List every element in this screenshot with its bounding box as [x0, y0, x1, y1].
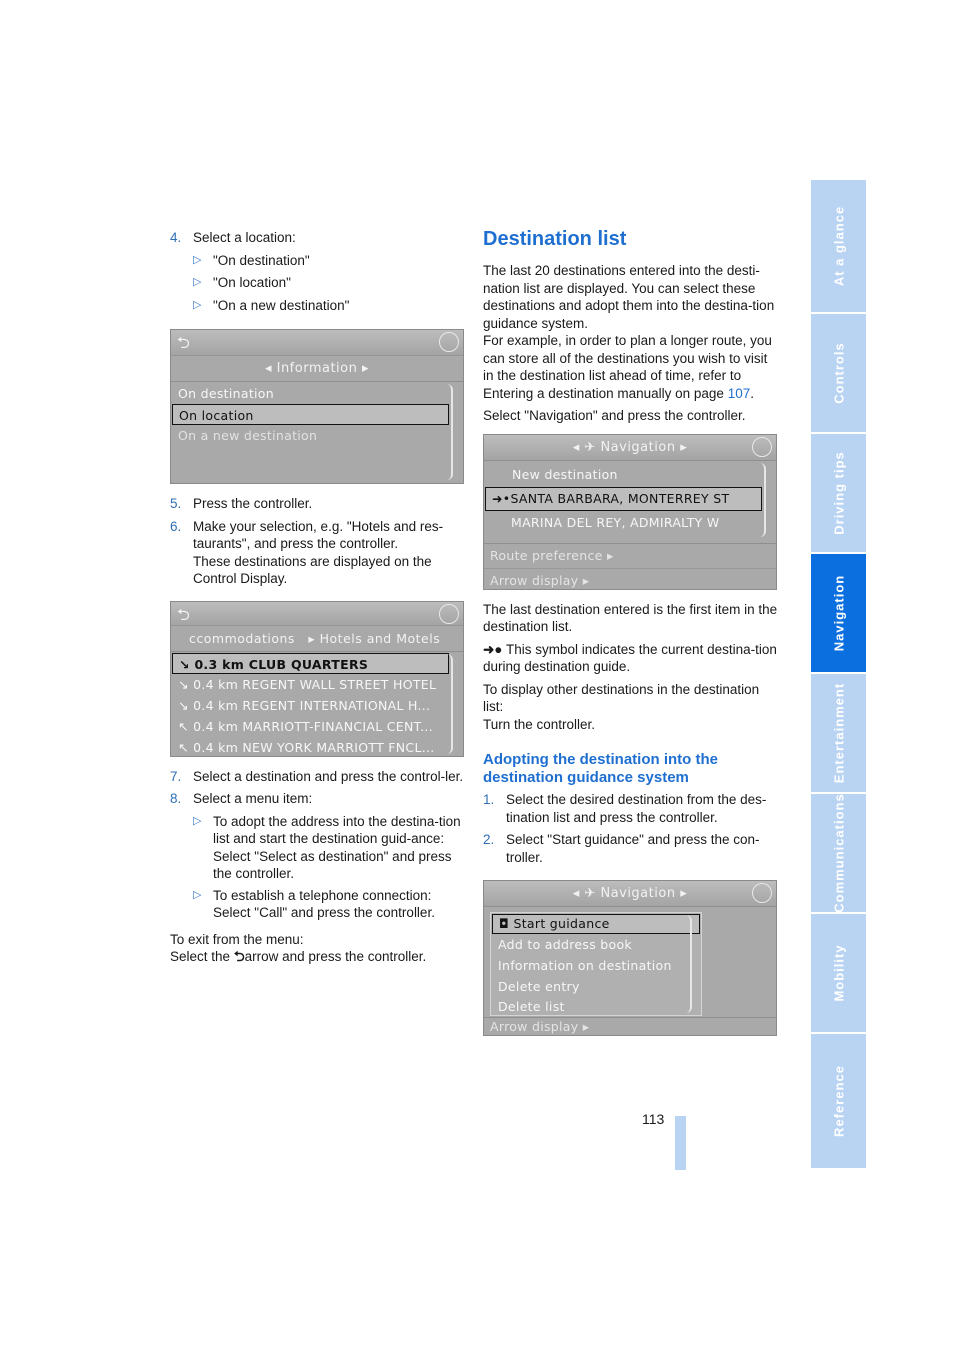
screenshot-navigation-options: [483, 880, 777, 1036]
controller-icon: [752, 437, 772, 457]
menu-item: On a new destination: [178, 428, 318, 443]
menu-item: On destination: [178, 386, 274, 401]
step-number: 4.: [170, 230, 182, 245]
paragraph: To display other destinations in the destination list:: [483, 681, 760, 714]
menu-item: Add to address book: [498, 937, 632, 952]
list-item: MARINA DEL REY, ADMIRALTY W: [511, 514, 720, 530]
exit-instructions-2: Select the ⮌arrow and press the controller.: [170, 949, 427, 964]
triangle-bullet-icon: ▷: [193, 253, 202, 266]
list-item: ↘ 0.4 km REGENT INTERNATIONAL H...: [178, 697, 431, 713]
list-item: ↘ 0.4 km REGENT WALL STREET HOTEL: [178, 676, 437, 692]
checkbox-icon: ◘: [499, 916, 510, 931]
step-text: Select a location:: [193, 230, 296, 245]
triangle-bullet-icon: ▷: [193, 298, 202, 311]
paragraph: ➜● This symbol indicates the current destina-tion during destination guide.: [483, 641, 777, 674]
tab-mobility[interactable]: Mobility: [811, 914, 866, 1034]
menu-item: Arrow display ▸: [484, 568, 776, 590]
menu-item: Delete entry: [498, 979, 580, 994]
bullet-item: ▷ To establish a telephone connection: Select "Call" and press the controller.: [193, 887, 435, 920]
bullet-item: ▷ "On a new destination": [193, 297, 350, 313]
list-item-selected: ↘ 0.3 km CLUB QUARTERS: [172, 653, 449, 674]
paragraph: For example, in order to plan a longer route, you can store all of the destinations you wish to visit in the destination list ahead of time, refer to Entering a destination manually on page 107.: [483, 333, 772, 401]
back-arrow-icon: ⮌: [177, 604, 190, 624]
exit-instructions: To exit from the menu:: [170, 931, 304, 947]
page-number: 113: [642, 1111, 665, 1127]
paragraph: The last destination entered is the first item in the destination list.: [483, 601, 778, 634]
list-item: ↖ 0.4 km MARRIOTT-FINANCIAL CENT...: [178, 718, 433, 734]
bullet-item: ▷ "On location": [193, 275, 291, 290]
tab-at-a-glance[interactable]: At a glance: [811, 180, 866, 314]
triangle-bullet-icon: ▷: [193, 276, 202, 288]
step-1: 1. Select the desired destination from the des-tination list and press the controller.: [483, 792, 767, 825]
bullet-item: ▷ To adopt the address into the destina-tion list and start the destination guid-ance: Select "Select as destination" and press the controller.: [193, 813, 461, 881]
back-arrow-icon: ⮌: [233, 949, 245, 964]
menu-item: Information on destination: [498, 958, 672, 973]
screen-title: ◂ ✈ Navigation ▸: [484, 881, 776, 907]
paragraph: The last 20 destinations entered into the desti-nation list are displayed. You can select these destinations and adopt them into the destina-tion guidance system.: [483, 263, 775, 331]
triangle-bullet-icon: ▷: [193, 814, 202, 827]
tab-controls[interactable]: Controls: [811, 314, 866, 434]
screen-title: ◂ Information ▸: [171, 356, 463, 382]
bullet-item: ▷ "On destination": [193, 252, 310, 268]
controller-icon: [752, 883, 772, 903]
step-4: [170, 229, 464, 247]
triangle-bullet-icon: ▷: [193, 888, 202, 901]
list-item-selected: ➜•SANTA BARBARA, MONTERREY ST: [485, 487, 762, 511]
menu-item: Route preference ▸: [490, 547, 614, 563]
step-7: 7. Select a destination and press the control-ler.: [170, 768, 464, 784]
step-6: 6. Make your selection, e.g. "Hotels and res-taurants", and press the controller. These destinations are displayed on the Control Display.: [170, 518, 444, 586]
chapter-tabs: [811, 180, 866, 1168]
right-column: [483, 227, 779, 1036]
step-2: 2. Select "Start guidance" and press the con-troller.: [483, 832, 760, 865]
tab-reference[interactable]: Reference: [811, 1034, 866, 1168]
tab-driving-tips[interactable]: Driving tips: [811, 434, 866, 554]
tab-entertainment[interactable]: Entertainment: [811, 674, 866, 794]
screenshot-navigation-destination-list: [483, 434, 777, 590]
back-arrow-icon: ⮌: [177, 333, 190, 352]
list-item: ↖ 0.4 km NEW YORK MARRIOTT FNCL...: [178, 739, 435, 755]
page-number-bar: [675, 1116, 686, 1170]
section-heading: Destination list: [483, 228, 627, 250]
menu-item-selected: ◘ Start guidance: [492, 914, 700, 934]
screenshot-hotels-list: [170, 601, 464, 757]
list-item: New destination: [512, 466, 618, 482]
menu-item: Delete list: [498, 999, 565, 1014]
current-destination-icon: ➜•: [492, 490, 511, 506]
screen-title: ◂ ✈ Navigation ▸: [484, 435, 776, 461]
step-8: 8. Select a menu item:: [170, 791, 313, 806]
subheading: Adopting the destination into the destination guidance system: [483, 751, 718, 786]
controller-icon: [439, 332, 459, 352]
menu-item-selected: On location: [172, 404, 449, 425]
breadcrumb: ccommodations ▸ Hotels and Motels: [171, 626, 463, 652]
paragraph: Turn the controller.: [483, 716, 596, 732]
current-destination-icon: ➜●: [483, 641, 503, 657]
menu-item: Arrow display ▸: [484, 1017, 776, 1035]
step-5: 5. Press the controller.: [170, 496, 313, 511]
tab-communications[interactable]: Communications: [811, 794, 866, 914]
page-link[interactable]: 107: [727, 385, 751, 401]
controller-icon: [439, 604, 459, 624]
tab-navigation[interactable]: Navigation: [811, 554, 866, 674]
paragraph: Select "Navigation" and press the controller.: [483, 408, 746, 423]
screenshot-information-menu: [170, 329, 464, 484]
left-column: [170, 229, 464, 971]
